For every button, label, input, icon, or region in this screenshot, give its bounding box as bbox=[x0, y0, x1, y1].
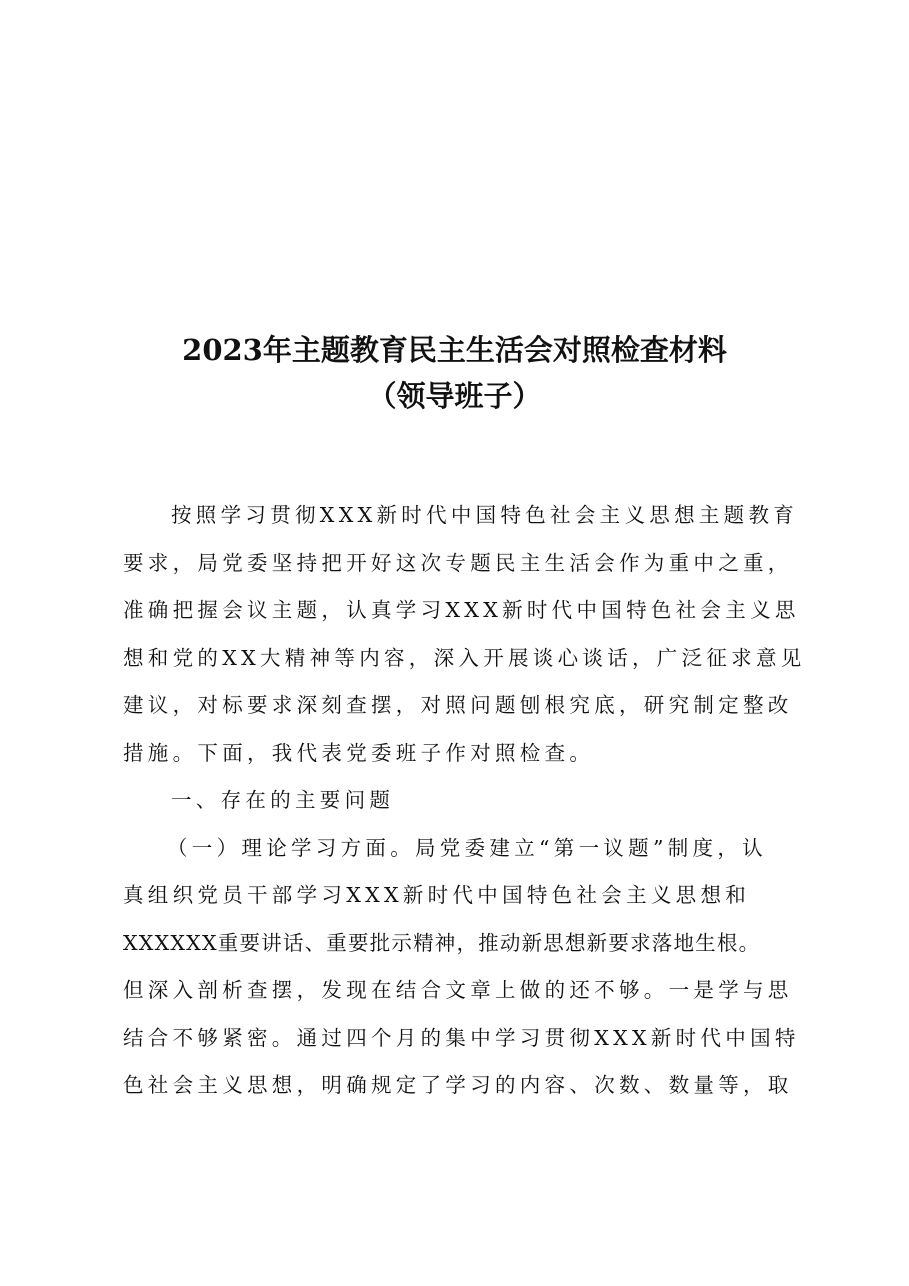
document-title: 2023年主题教育民主生活会对照检查材料 bbox=[182, 333, 727, 367]
paragraph-line: XXXXXX重要讲话、重要批示精神，推动新思想新要求落地生根。 bbox=[123, 930, 761, 955]
document-body bbox=[123, 492, 823, 1110]
paragraph-line: 但深入剖析查摆，发现在结合文章上做的还不够。一是学与思 bbox=[123, 978, 793, 1002]
paragraph-line: 建议，对标要求深刻查摆，对照问题刨根究底，研究制定整改 bbox=[123, 693, 793, 717]
section-heading: 一、存在的主要问题 bbox=[171, 788, 395, 812]
paragraph-line: 准确把握会议主题，认真学习XXX新时代中国特色社会主义思 bbox=[123, 598, 800, 622]
paragraph-line: 想和党的XX大精神等内容，深入开展谈心谈话，广泛征求意见 bbox=[123, 645, 806, 670]
paragraph-line: 措施。下面，我代表党委班子作对照检查。 bbox=[123, 740, 595, 765]
paragraph-line: 结合不够紧密。通过四个月的集中学习贯彻XXX新时代中国特 bbox=[123, 1025, 800, 1050]
paragraph-line: （一）理论学习方面。局党委建立“第一议题”制度，认 bbox=[167, 835, 767, 860]
paragraph-line: 真组织党员干部学习XXX新时代中国特色社会主义思想和 bbox=[123, 883, 751, 907]
document-subtitle: （领导班子） bbox=[367, 379, 542, 413]
paragraph-line: 按照学习贯彻XXX新时代中国特色社会主义思想主题教育 bbox=[171, 503, 799, 527]
paragraph-line: 色社会主义思想，明确规定了学习的内容、次数、数量等，取 bbox=[123, 1073, 793, 1097]
paragraph-line: 要求，局党委坚持把开好这次专题民主生活会作为重中之重， bbox=[123, 550, 793, 575]
